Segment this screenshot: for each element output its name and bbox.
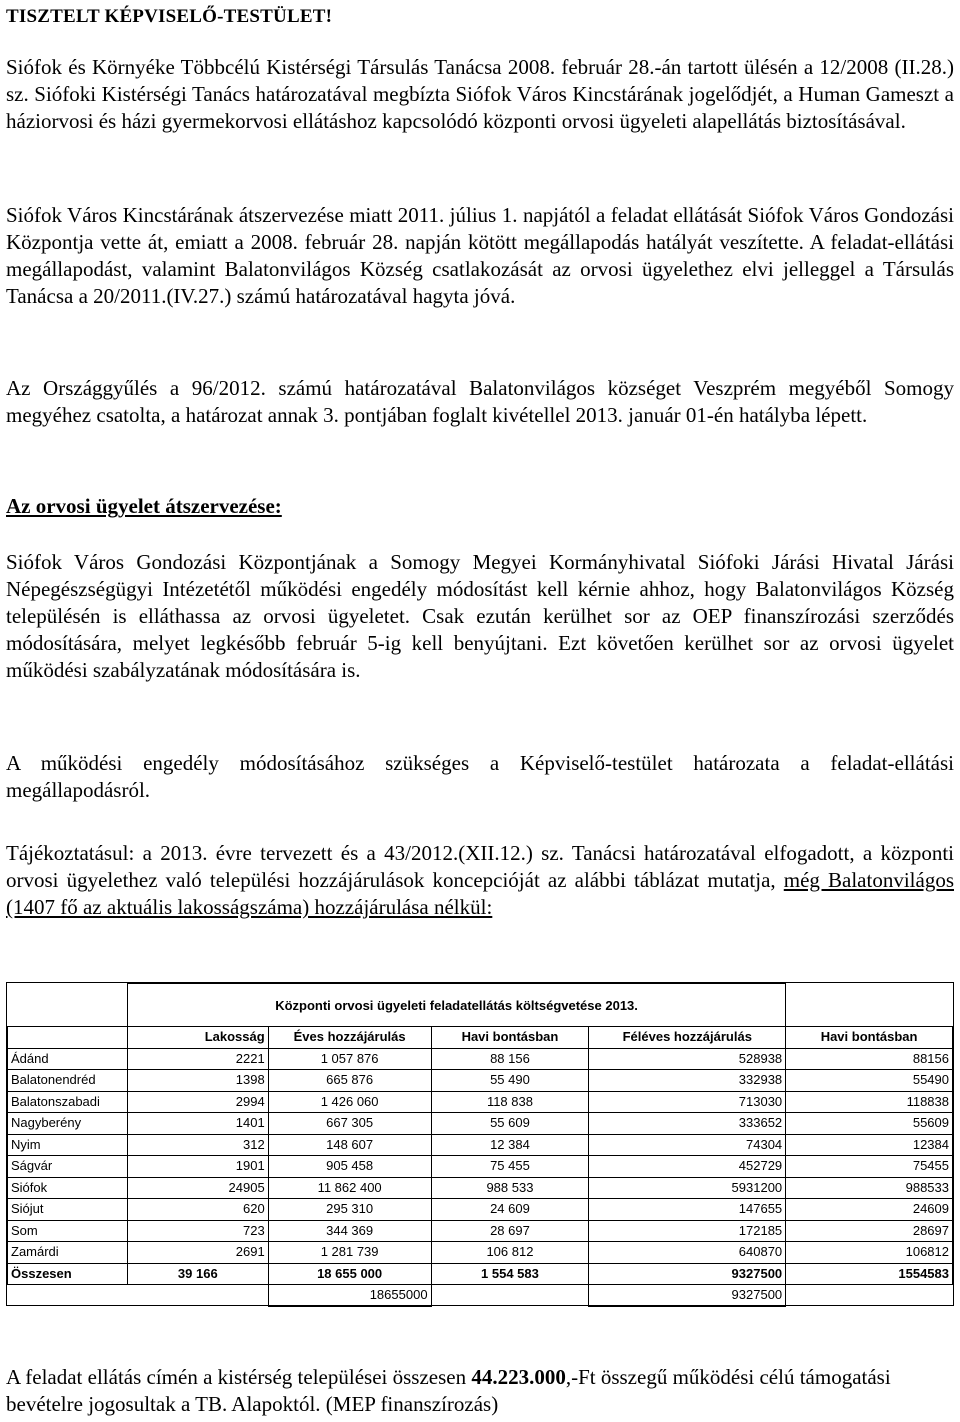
paragraph-parliament: Az Országgyűlés a 96/2012. számú határozatával Balatonvilágos községet Veszprém megyéből Somogy megyéhez csatolta, a határozat annak 3. pontjában foglalt kivétellel 2013. január 01-én hatályba lépett. [6,376,954,427]
summary-amount: 44.223.000 [471,1365,566,1389]
row-monthly: 106 812 [431,1242,589,1264]
row-semiannual-monthly: 988533 [786,1177,953,1199]
page-title: TISZTELT KÉPVISELŐ-TESTÜLET! [6,6,333,27]
section-title: Az orvosi ügyelet átszervezése: [6,494,282,518]
row-population: 2994 [127,1091,268,1113]
row-semiannual-monthly: 55490 [786,1070,953,1092]
table-row [8,1177,953,1199]
table-row [8,1070,953,1092]
total-monthly: 1 554 583 [431,1263,589,1285]
row-settlement: Som [8,1220,128,1242]
information-text: Tájékoztatásul: a 2013. évre tervezett és a 43/2012.(XII.12.) sz. Tanácsi határozatával elfogadott, a központi orvosi ügyelethez való települési hozzájárulások koncepcióját az alábbi táblázat mutatja, [6,841,954,892]
row-semiannual-monthly: 118838 [786,1091,953,1113]
row-annual: 11 862 400 [268,1177,431,1199]
row-semiannual: 5931200 [589,1177,786,1199]
row-annual: 1 057 876 [268,1048,431,1070]
row-monthly: 988 533 [431,1177,589,1199]
budget-table [7,983,953,1307]
summary-text: A feladat ellátás címén a kistérség települései összesen [6,1365,472,1389]
footer-annual: 18655000 [268,1285,431,1307]
row-annual: 295 310 [268,1199,431,1221]
row-settlement: Ságvár [8,1156,128,1178]
row-population: 312 [127,1134,268,1156]
row-monthly: 75 455 [431,1156,589,1178]
row-annual: 344 369 [268,1220,431,1242]
information-underlined-text: még Balatonvilágos (1407 fő az aktuális lakosságszáma) hozzájárulása nélkül: [6,868,954,919]
row-semiannual-monthly: 106812 [786,1242,953,1264]
total-semiannual: 9327500 [589,1263,786,1285]
row-population: 1401 [127,1113,268,1135]
row-settlement: Nyim [8,1134,128,1156]
row-monthly: 55 609 [431,1113,589,1135]
column-header: Féléves hozzájárulás [589,1027,786,1049]
row-population: 1398 [127,1070,268,1092]
paragraph-permit: Siófok Város Gondozási Központjának a Somogy Megyei Kormányhivatal Siófoki Járási Hivatal Járási Népegészségügyi Intézetétől működési engedély módosítást kell kérnie ahhoz, hogy Balatonvilágos Község településén is elláthassa az orvosi ügyeletet. Csak ezután kerülhet sor az OEP finanszírozási szerződés módosítására, melyet legkésőbb február 5-ig kell benyújtani. Ezt követően kerülhet sor az orvosi ügyelet működési szabályzatának módosítására is. [6,550,954,682]
table-footer-row [8,1285,953,1307]
paragraph-information [6,840,954,921]
table-title: Központi orvosi ügyeleti feladatellátás költségvetése 2013. [127,984,785,1027]
column-header: Lakosság [127,1027,268,1049]
row-semiannual: 147655 [589,1199,786,1221]
row-population: 620 [127,1199,268,1221]
row-population: 2691 [127,1242,268,1264]
column-header [8,1027,128,1049]
paragraph-reorganization: Siófok Város Kincstárának átszervezése miatt 2011. július 1. napjától a feladat ellátását Siófok Város Gondozási Központja vette át, emiatt a 2008. február 28. napján kötött megállapodás hatályát veszítette. A feladat-ellátási megállapodást, valamint Balatonvilágos Község csatlakozását az orvosi ügyelethez elvi jelleggel a Társulás Tanácsa a 20/2011.(IV.27.) számú határozatával hagyta jóvá. [6,203,954,308]
row-semiannual: 713030 [589,1091,786,1113]
table-total-row [8,1263,953,1285]
row-semiannual: 74304 [589,1134,786,1156]
summary-text-end: ,-Ft összegű működési célú támogatási bevételre jogosultak a TB. Alapoktól. (MEP finanszírozás) [6,1365,891,1416]
row-settlement: Siófok [8,1177,128,1199]
row-semiannual: 452729 [589,1156,786,1178]
row-annual: 905 458 [268,1156,431,1178]
row-monthly: 88 156 [431,1048,589,1070]
row-annual: 667 305 [268,1113,431,1135]
row-annual: 1 426 060 [268,1091,431,1113]
row-population: 24905 [127,1177,268,1199]
row-semiannual: 332938 [589,1070,786,1092]
table-row [8,1199,953,1221]
paragraph-intro: Siófok és Környéke Többcélú Kistérségi Társulás Tanácsa 2008. február 28.-án tartott ülésén a 12/2008 (II.28.) sz. Siófoki Kistérségi Tanács határozatával megbízta Siófok Város Kincstárának jogelődjét, a Human Gameszt a háziorvosi és házi gyermekorvosi ellátáshoz kapcsolódó központi orvosi ügyeleti alapellátás biztosításával. [6,55,954,133]
row-semiannual-monthly: 88156 [786,1048,953,1070]
total-label: Összesen [8,1263,128,1285]
footer-semiannual: 9327500 [589,1285,786,1307]
row-monthly: 28 697 [431,1220,589,1242]
row-settlement: Zamárdi [8,1242,128,1264]
table-row [8,1220,953,1242]
paragraph-resolution: A működési engedély módosításához szükséges a Képviselő-testület határozata a feladat-ellátási megállapodásról. [6,751,954,802]
table-row [8,1242,953,1264]
row-population: 1901 [127,1156,268,1178]
row-semiannual: 172185 [589,1220,786,1242]
row-monthly: 118 838 [431,1091,589,1113]
row-settlement: Siójut [8,1199,128,1221]
row-settlement: Nagyberény [8,1113,128,1135]
row-semiannual-monthly: 55609 [786,1113,953,1135]
table-row [8,1048,953,1070]
row-semiannual-monthly: 75455 [786,1156,953,1178]
table-row [8,1091,953,1113]
paragraph-summary [6,1364,954,1418]
table-row [8,1156,953,1178]
table-title-spacer [8,984,128,1027]
row-annual: 1 281 739 [268,1242,431,1264]
table-title-spacer [786,984,953,1027]
row-monthly: 24 609 [431,1199,589,1221]
total-semiannual-monthly: 1554583 [786,1263,953,1285]
budget-table-frame [6,982,954,1306]
row-semiannual: 333652 [589,1113,786,1135]
column-header: Havi bontásban [431,1027,589,1049]
total-annual: 18 655 000 [268,1263,431,1285]
table-row [8,1113,953,1135]
row-settlement: Balatonendréd [8,1070,128,1092]
row-annual: 665 876 [268,1070,431,1092]
row-semiannual: 640870 [589,1242,786,1264]
row-settlement: Balatonszabadi [8,1091,128,1113]
row-annual: 148 607 [268,1134,431,1156]
table-row [8,1134,953,1156]
row-settlement: Ádánd [8,1048,128,1070]
row-population: 2221 [127,1048,268,1070]
column-header: Havi bontásban [786,1027,953,1049]
row-semiannual-monthly: 12384 [786,1134,953,1156]
row-monthly: 55 490 [431,1070,589,1092]
row-population: 723 [127,1220,268,1242]
total-population: 39 166 [127,1263,268,1285]
row-semiannual-monthly: 24609 [786,1199,953,1221]
row-semiannual-monthly: 28697 [786,1220,953,1242]
row-semiannual: 528938 [589,1048,786,1070]
column-header: Éves hozzájárulás [268,1027,431,1049]
row-monthly: 12 384 [431,1134,589,1156]
